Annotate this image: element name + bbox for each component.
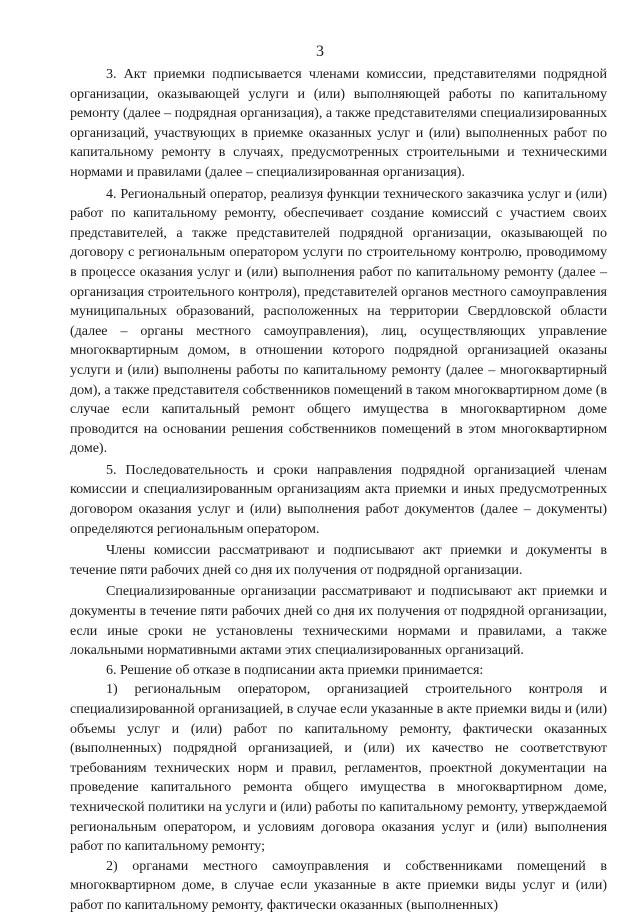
paragraph-4-regional-operator: 4. Региональный оператор, реализуя функции технического заказчика услуг и (или) работ по капитальному ремонту, обеспечивает создание комиссий с участием своих представителей, а также представителей подрядной организации, оказывающей по договору с региональным оператором услуги по строительному контролю, проводимому в процессе оказания услуг и (или) выполнения работ по капитальному ремонту (далее – организация строительного контроля), представителей органов местного самоуправления муниципальных образований, расположенных на территории Свердловской области (далее – органы местного самоуправления), лиц, осуществляющих управление многоквартирным домом, в отношении которого подрядной организацией оказаны услуги и (или) выполнены работы по капитальному ремонту (далее – многоквартирный дом), а также представителя собственников помещений в таком многоквартирном доме (в случае если капитальный ремонт общего имущества в многоквартирном доме проводится на основании решения собственников помещений в этом многоквартирном доме).	[70, 185, 607, 457]
paragraph-commission-members: Члены комиссии рассматривают и подписывают акт приемки и документы в течение пяти рабочих дней со дня их получения от подрядной организации.	[70, 542, 607, 578]
paragraph-3-acceptance-act: 3. Акт приемки подписывается членами комиссии, представителями подрядной организации, оказывающей услуги и (или) выполняющей работы по капитальному ремонту (далее – подрядная организация), а также представителями специализированных организаций, участвующих в приемке оказанных услуг и (или) выполненных работ по капитальному ремонту в случаях, предусмотренных строительными и техническими нормами и правилами (далее – специализированная организация).	[70, 66, 607, 180]
list-item-2-local-authorities: 2) органами местного самоуправления и собственниками помещений в многоквартирном доме, в случае если указанные в акте приемки виды услуг и (или) работ по капитальному ремонту, фактически оказанных (выполненных)	[70, 857, 607, 913]
list-item-1-regional-operator: 1) региональным оператором, организацией строительного контроля и специализированной организацией, в случае если указанные в акте приемки виды и (или) объемы услуг и (или) работ по капитальному ремонту, фактически оказанных (выполненных) подрядной организацией, и (или) их качество не соответствуют требованиям технических норм и правил, регламентов, проектной документации на проведение капитального ремонта общего имущества в многоквартирном доме, технической политики на услуги и (или) работы по капитальному ремонту, утверждаемой региональным оператором, и условиям договора оказания услуг и (или) выполнения работ по капитальному ремонту;	[70, 681, 607, 855]
paragraph-6-refusal-decision: 6. Решение об отказе в подписании акта приемки принимается:	[106, 661, 484, 678]
page-number: 3	[316, 43, 324, 60]
document-body	[70, 65, 607, 916]
paragraph-5-sequence-and-terms: 5. Последовательность и сроки направления подрядной организацией членам комиссии и специализированным организациям акта приемки и иных предусмотренных договором оказания услуг и (или) выполнения работ документов (далее – документы) определяются региональным оператором.	[70, 461, 607, 537]
paragraph-specialized-organizations: Специализированные организации рассматривают и подписывают акт приемки и документы в течение пяти рабочих дней со дня их получения от подрядной организации, если иные сроки не установлены техническими нормами и правилами, а также локальными нормативными актами этих специализированных организаций.	[70, 583, 607, 659]
